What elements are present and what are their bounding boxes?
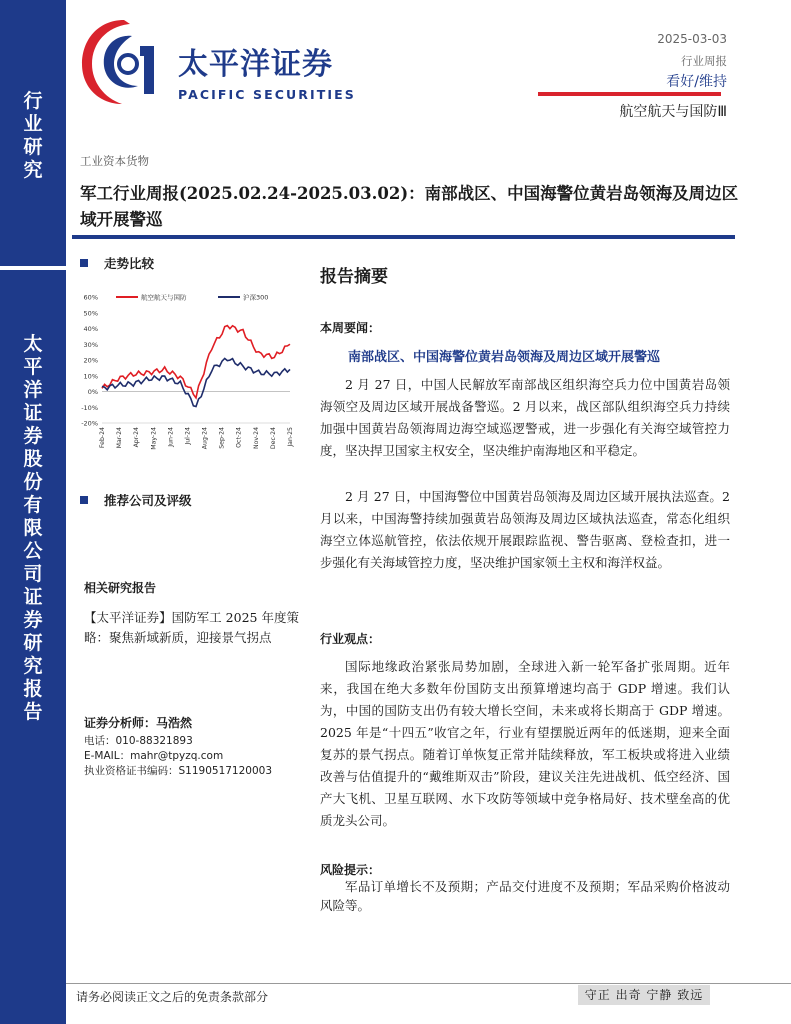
y-tick-label: 0% — [87, 388, 98, 396]
sidebar-glyph: 平 — [23, 356, 43, 378]
related-reports-heading: 相关研究报告 — [84, 581, 157, 595]
risk-paragraph: 军品订单增长不及预期；产品交付进度不及预期；军品采购价格波动风险等。 — [320, 879, 730, 913]
square-bullet-icon — [80, 496, 88, 504]
footer-divider — [66, 983, 791, 984]
sidebar-glyph: 份 — [23, 471, 43, 493]
y-tick-label: 50% — [83, 309, 98, 318]
pacific-securities-logo-icon — [78, 16, 168, 108]
trend-heading — [80, 254, 154, 272]
analyst-phone: 电话：010-88321893 — [84, 735, 193, 747]
news-headline: 南部战区、中国海警位黄岩岛领海及周边区域开展警巡 — [348, 350, 661, 365]
logo-english-name: PACIFIC SECURITIES — [178, 87, 356, 102]
rating-divider — [538, 92, 721, 96]
risk-label: 风险提示： — [320, 863, 381, 877]
sidebar-glyph: 研 — [23, 136, 43, 158]
sidebar-glyph: 有 — [23, 494, 43, 516]
trend-chart — [78, 285, 293, 460]
footer-disclaimer: 请务必阅读正文之后的免责条款部分 — [76, 990, 269, 1004]
x-tick-label: Nov-24 — [252, 427, 260, 450]
x-tick-label: Dec-24 — [269, 427, 277, 450]
legend-label: 航空航天与国防 — [141, 293, 187, 302]
report-kind: 行业周报 — [681, 54, 727, 68]
industry-view-label: 行业观点： — [320, 632, 381, 646]
y-tick-label: 20% — [83, 356, 98, 365]
sidebar-glyph: 报 — [23, 678, 43, 700]
x-tick-label: Jan-25 — [287, 427, 294, 447]
sidebar-label-industry — [0, 90, 66, 182]
y-tick-label: 10% — [83, 372, 98, 381]
sidebar-glyph: 股 — [23, 448, 43, 470]
rating-label: 看好/维持 — [666, 74, 727, 90]
sidebar-glyph: 行 — [23, 90, 43, 112]
sidebar-glyph: 告 — [23, 701, 43, 723]
sidebar-glyph: 证 — [23, 402, 43, 424]
legend-label: 沪深300 — [243, 293, 269, 302]
square-bullet-icon — [80, 259, 88, 267]
y-tick-label: 30% — [83, 340, 98, 349]
x-tick-label: Sep-24 — [218, 427, 226, 449]
x-tick-label: Oct-24 — [235, 427, 243, 448]
y-tick-label: -10% — [81, 403, 98, 412]
trend-heading-text: 走势比较 — [104, 256, 155, 271]
sidebar-glyph: 公 — [23, 540, 43, 562]
sidebar-glyph: 究 — [23, 159, 43, 181]
x-tick-label: Mar-24 — [116, 427, 124, 449]
industry-category: 工业资本货物 — [80, 154, 149, 168]
news-paragraph-2: 2 月 27 日，中国海警位中国黄岩岛领海及周边区域开展执法巡查。2 月以来，中国海警持续加强黄岩岛领海及周边区域执法巡查，常态化组织海空立体巡航管控，依法依规开展跟踪监视、警告驱离、登检查扣，进一步强化有关海域管控力度，坚决维护国家领土主权和海洋权益。 — [320, 489, 730, 570]
x-tick-label: Feb-24 — [99, 427, 106, 449]
sidebar-label-company — [0, 333, 66, 724]
sidebar-glyph: 研 — [23, 632, 43, 654]
x-tick-label: Aug-24 — [201, 427, 209, 450]
abstract-title: 报告摘要 — [320, 267, 388, 287]
analyst-name: 证券分析师：马浩然 — [84, 716, 193, 730]
industry-view-paragraph: 国际地缘政治紧张局势加剧，全球进入新一轮军备扩张周期。近年来，我国在绝大多数年份国防支出预算增速均高于 GDP 增速。我们认为，中国的国防支出仍有较大增长空间，未来或将长期高于 GDP 增速。2025 年是“十四五”收官之年，行业有望摆脱近两年的低迷期，迎来全面复苏的景气拐点。随着订单恢复正常并陆续释放，军工板块或将进入业绩改善与估值提升的“戴维斯双击”阶段，建议关注先进战机、低空经济、国产大飞机、卫星互联网、水下攻防等领域中竞争格局好、技术壁垒高的优质龙头公司。 — [320, 659, 730, 828]
sidebar-glyph: 证 — [23, 586, 43, 608]
y-tick-label: -20% — [81, 419, 98, 428]
x-tick-label: Jul-24 — [184, 427, 192, 445]
sidebar-glyph: 券 — [23, 609, 43, 631]
sidebar-glyph: 太 — [23, 333, 43, 355]
x-tick-label: May-24 — [150, 427, 158, 450]
report-title: 军工行业周报(2025.02.24-2025.03.02)：南部战区、中国海警位黄岩岛领海及周边区域开展警巡 — [80, 184, 739, 229]
sidebar-glyph: 券 — [23, 425, 43, 447]
sidebar-glyph: 限 — [23, 517, 43, 539]
sector-label: 航空航天与国防Ⅲ — [619, 104, 727, 120]
sidebar-glyph: 究 — [23, 655, 43, 677]
logo-chinese-name: 太平洋证券 — [178, 47, 333, 82]
news-paragraph-1: 2 月 27 日，中国人民解放军南部战区组织海空兵力位中国黄岩岛领海领空及周边区域开展战备警巡。2 月以来，战区部队组织海空兵力持续加强中国黄岩岛领海周边海空域巡逻警戒，进一步强化有关海空域管控力度，坚决捍卫国家主权安全，坚决维护南海地区和平稳定。 — [320, 377, 730, 458]
report-date: 2025-03-03 — [657, 32, 727, 46]
analyst-email[interactable]: E-MAIL：mahr@tpyzq.com — [84, 750, 224, 762]
rating-heading-text: 推荐公司及评级 — [104, 493, 192, 508]
title-divider — [72, 235, 735, 239]
rating-heading — [80, 491, 192, 509]
series-line-aerospace — [102, 326, 290, 398]
series-line-csi300 — [102, 358, 290, 406]
x-tick-label: Apr-24 — [133, 427, 141, 448]
sidebar-glyph: 洋 — [23, 379, 43, 401]
related-report-link[interactable]: 【太平洋证券】国防军工 2025 年度策略：聚焦新域新质，迎接景气拐点 — [84, 610, 299, 645]
x-tick-label: Jun-24 — [167, 427, 175, 447]
sidebar-glyph: 业 — [23, 113, 43, 135]
weekly-news-label: 本周要闻： — [320, 321, 381, 335]
analyst-license: 执业资格证书编码：S1190517120003 — [84, 765, 273, 777]
sidebar-glyph: 司 — [23, 563, 43, 585]
footer-slogan: 守正 出奇 宁静 致远 — [578, 985, 710, 1005]
y-tick-label: 60% — [83, 293, 98, 302]
y-tick-label: 40% — [83, 325, 98, 333]
